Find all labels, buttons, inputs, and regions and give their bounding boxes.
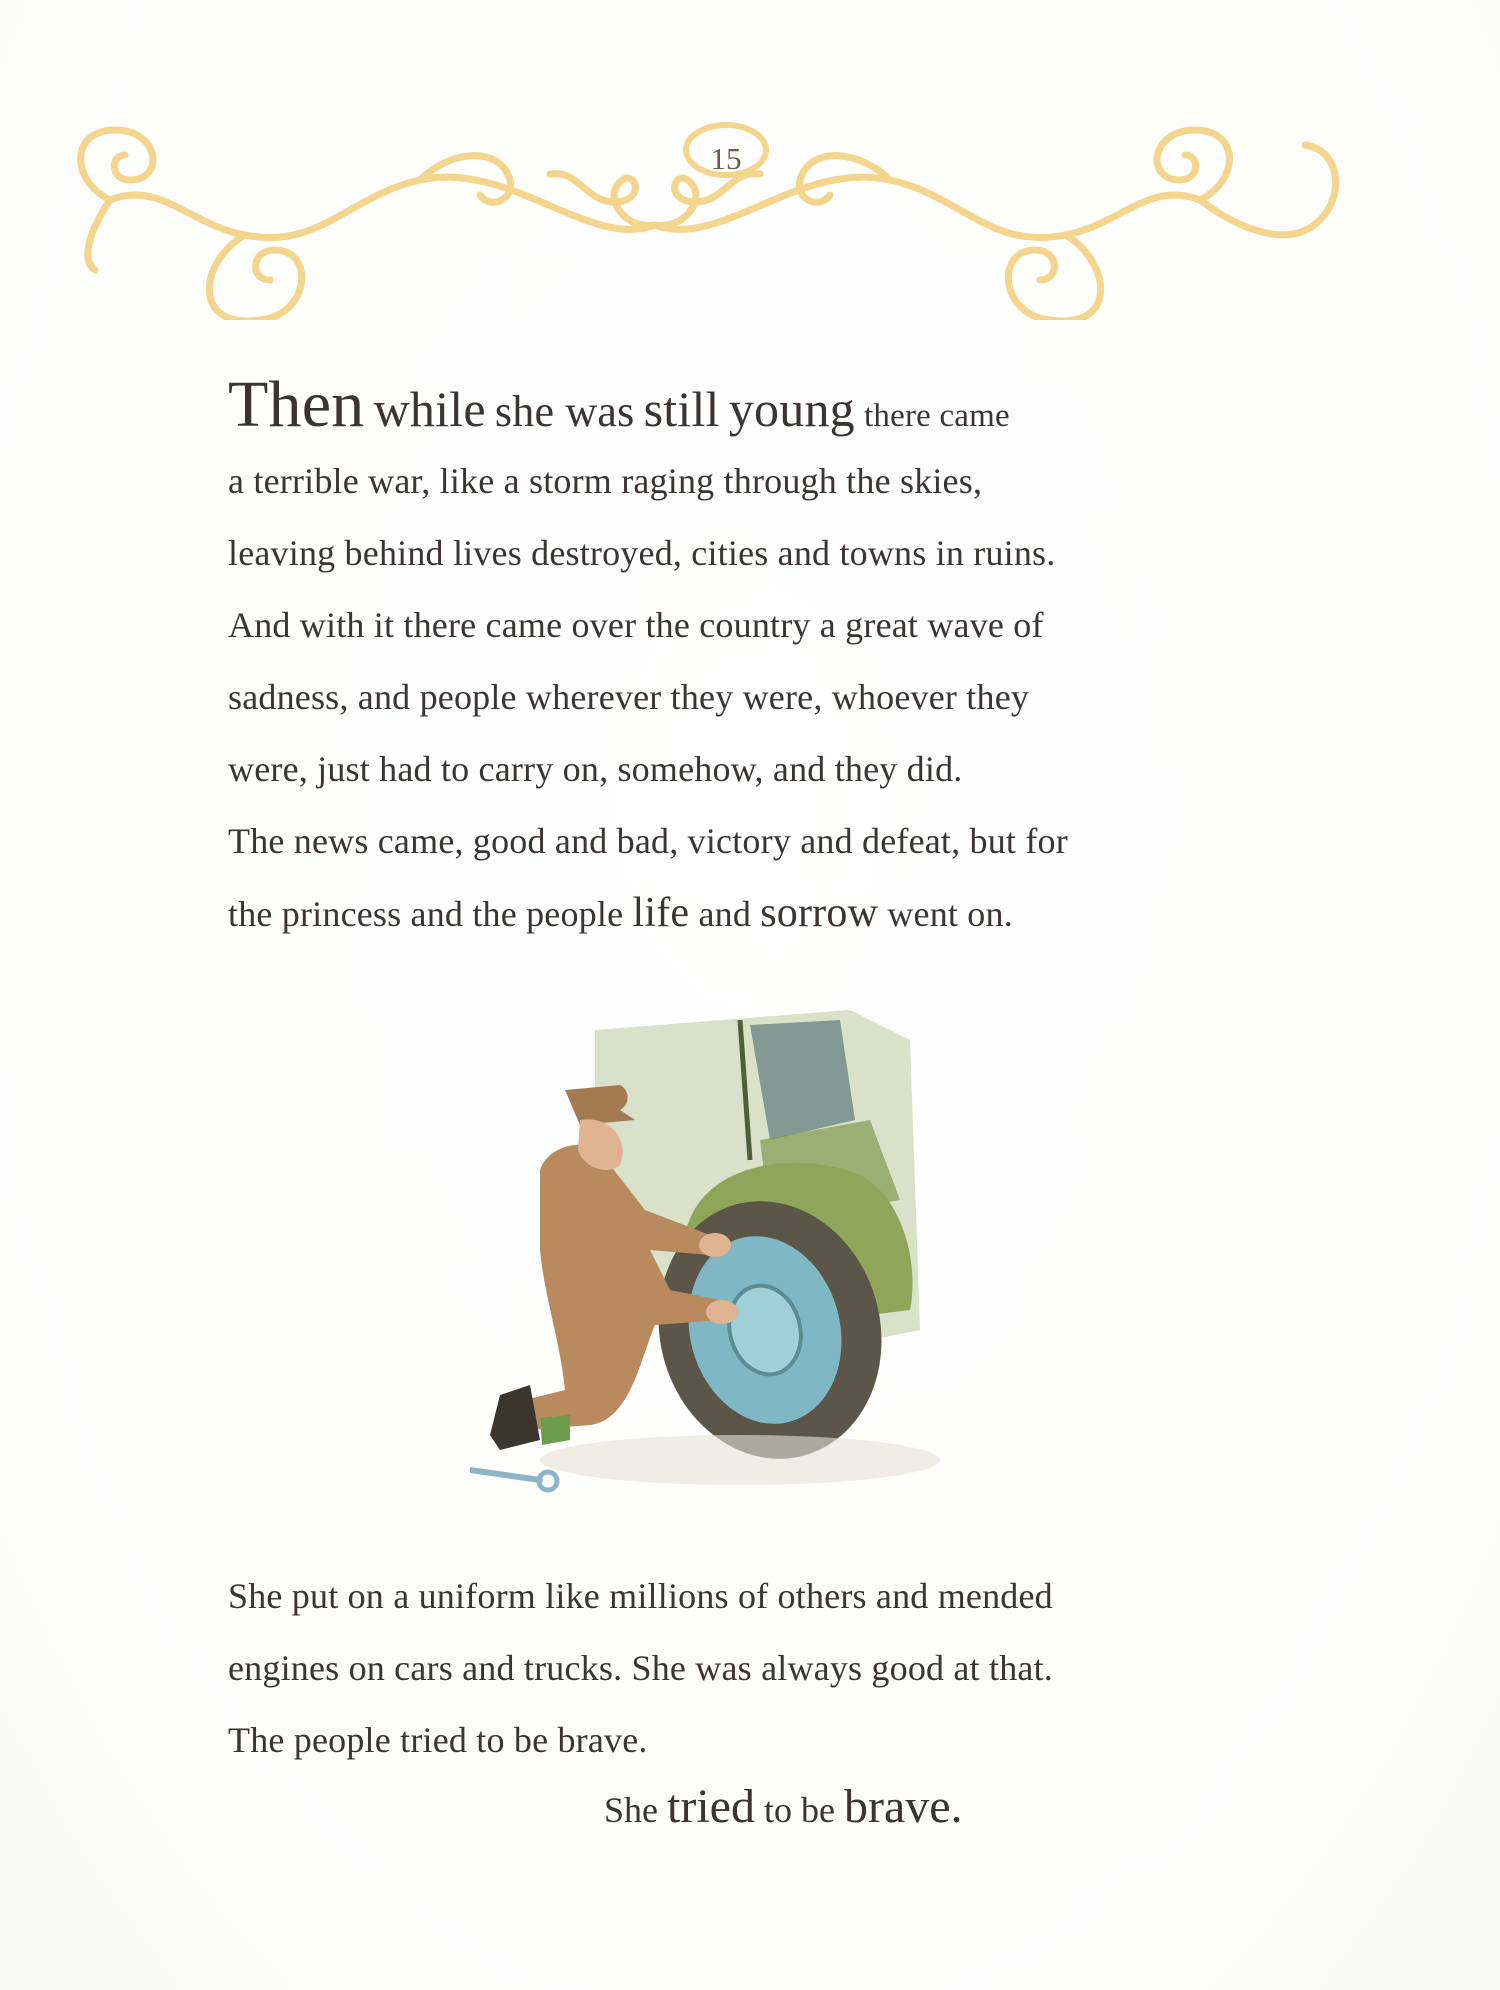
emphasis-word-sorrow: sorrow bbox=[760, 890, 879, 936]
text-line: And with it there came over the country a great wave of bbox=[228, 605, 1044, 645]
text-line: engines on cars and trucks. She was always good at that. bbox=[228, 1648, 1053, 1688]
closing-line bbox=[604, 1772, 963, 1845]
opening-word-while: while bbox=[373, 381, 486, 437]
text-line: sadness, and people wherever they were, whoever they bbox=[228, 677, 1030, 717]
text-line: The news came, good and bad, victory and defeat, but for bbox=[228, 821, 1068, 861]
text-line: The people tried to be brave. bbox=[228, 1720, 648, 1760]
closing-word-brave: brave. bbox=[843, 1780, 963, 1833]
page-number: 15 bbox=[710, 141, 742, 176]
text-line-life-sorrow bbox=[228, 877, 1288, 950]
story-paragraph-1 bbox=[228, 360, 1288, 950]
emphasis-word-life: life bbox=[632, 890, 690, 936]
mechanic-changing-tire-illustration bbox=[470, 1000, 1070, 1520]
closing-word-she: She bbox=[604, 1790, 658, 1830]
opening-word-then: Then bbox=[228, 368, 365, 441]
closing-word-tried: tried bbox=[667, 1780, 755, 1833]
opening-phrase-she-was: she was bbox=[494, 387, 635, 436]
text-line: were, just had to carry on, somehow, and they did. bbox=[228, 749, 963, 789]
phrase-princess-people: the princess and the people bbox=[228, 894, 624, 934]
story-paragraph-2 bbox=[228, 1560, 1288, 1776]
text-line: a terrible war, like a storm raging through the skies, bbox=[228, 461, 983, 501]
text-line: She put on a uniform like millions of others and mended bbox=[228, 1576, 1053, 1616]
opening-word-still: still bbox=[643, 381, 720, 437]
text-line: leaving behind lives destroyed, cities and towns in ruins. bbox=[228, 533, 1056, 573]
opening-word-young: young bbox=[728, 381, 855, 437]
word-and: and bbox=[698, 894, 752, 934]
phrase-went-on: went on. bbox=[887, 894, 1013, 934]
closing-phrase-to-be: to be bbox=[763, 1790, 835, 1830]
opening-phrase-there-came: there came bbox=[864, 398, 1010, 434]
